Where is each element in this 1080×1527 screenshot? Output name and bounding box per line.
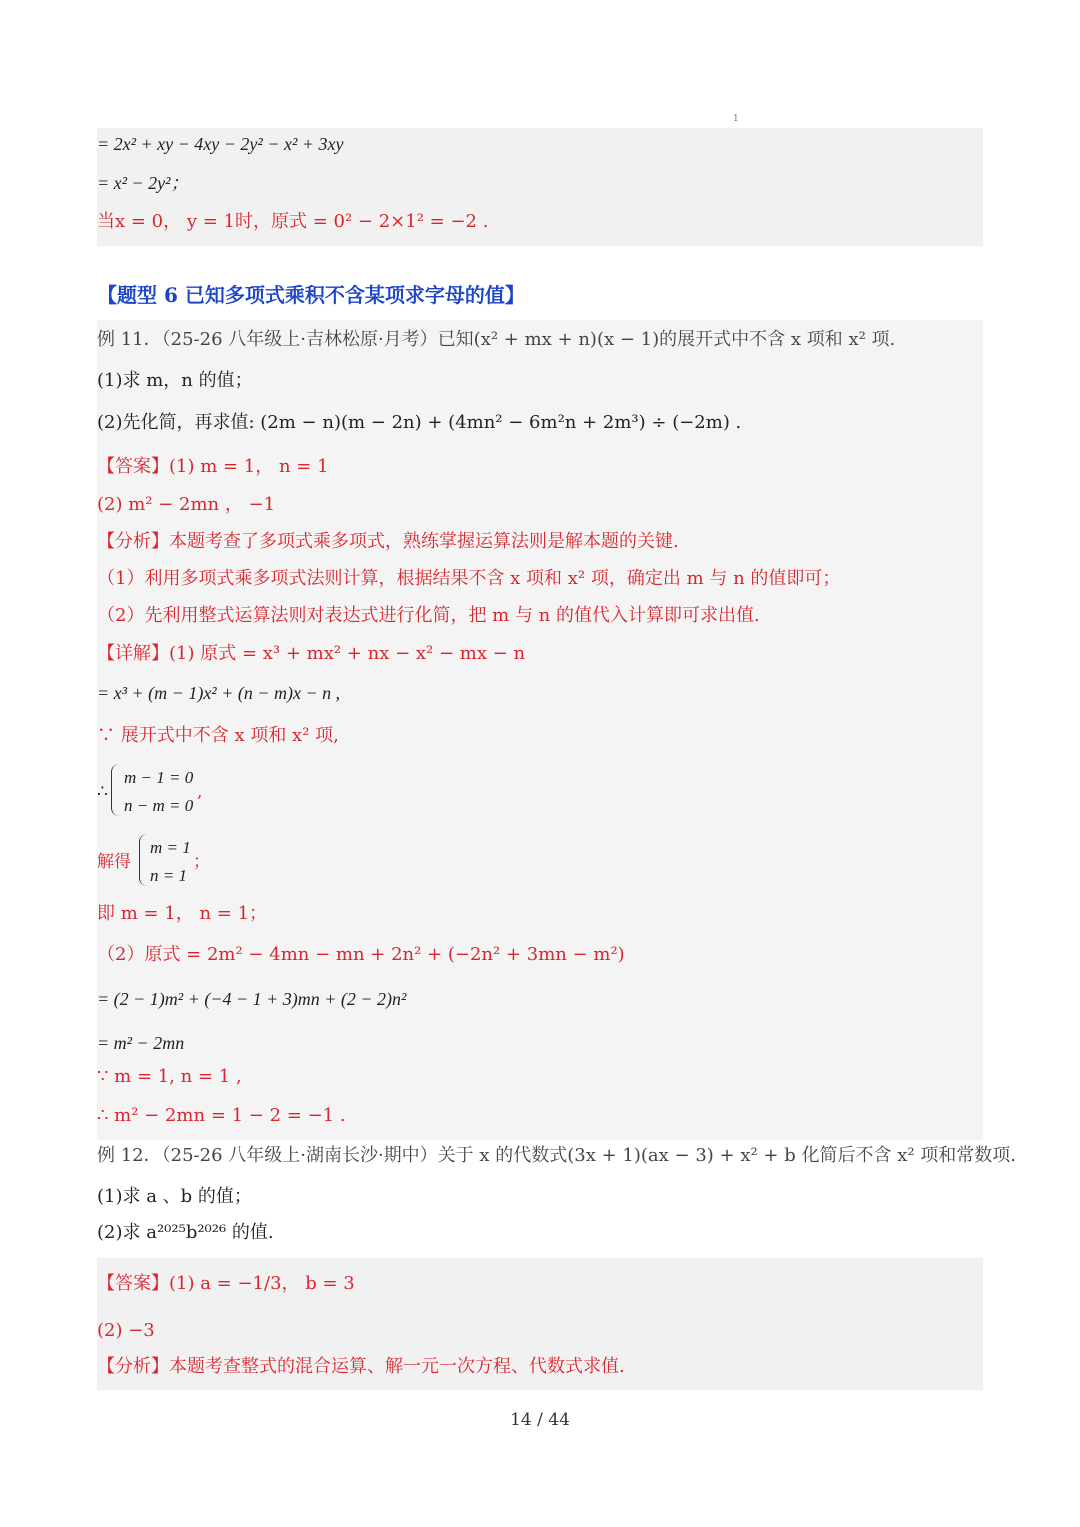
example-12-q1: (1)求 a 、b 的值；: [97, 1186, 252, 1207]
example-11-analysis: 【分析】本题考查了多项式乘多项式，熟练掌握运算法则是解本题的关键.: [97, 531, 679, 552]
example-11-question: 例 11．（25-26 八年级上·吉林松原·月考）已知(x² + mx + n)(x − 1)的展开式中不含 x 项和 x² 项.: [97, 329, 896, 350]
top-line-2: = x² − 2y²；: [97, 173, 189, 193]
page-tick-mark: 1: [733, 114, 739, 124]
example-11-q2: (2)先化简，再求值: (2m − n)(m − 2n) + (4mn² − 6m²n + 2m³) ÷ (−2m) .: [97, 412, 742, 433]
example-12-answer-1: 【答案】(1) a = −1/3， b = 3: [97, 1273, 355, 1294]
example-11-answer-1: 【答案】(1) m = 1， n = 1: [97, 456, 329, 477]
example-11-detail-2: = x³ + (m − 1)x² + (n − m)x − n ,: [97, 683, 341, 703]
page-number: 14 / 44: [510, 1410, 570, 1430]
example-11-detail-9: ∴ m² − 2mn = 1 − 2 = −1 .: [97, 1105, 346, 1126]
left-brace-icon: [111, 764, 120, 816]
system-1-row-1: m − 1 = 0: [124, 768, 194, 787]
example-11-detail-8: ∵ m = 1, n = 1 ,: [97, 1066, 242, 1087]
example-11-detail-3: ∵ 展开式中不含 x 项和 x² 项,: [97, 725, 339, 746]
top-line-1: = 2x² + xy − 4xy − 2y² − x² + 3xy: [97, 134, 344, 154]
therefore-symbol: ∴: [97, 782, 108, 802]
section-title: 【题型 6 已知多项式乘积不含某项求字母的值】: [97, 283, 525, 307]
solve-prefix: 解得: [97, 852, 131, 872]
system-2-suffix: ；: [193, 852, 210, 872]
example-11-detail-5: （2）原式 = 2m² − 4mn − mn + 2n² + (−2n² + 3mn − m²): [97, 944, 625, 965]
example-11-analysis-2: （2）先利用整式运算法则对表达式进行化简，把 m 与 n 的值代入计算即可求出值.: [97, 605, 760, 626]
example-11-detail-4: 即 m = 1， n = 1；: [97, 903, 268, 924]
example-11-q1: (1)求 m，n 的值；: [97, 370, 253, 391]
example-11-answer-2: (2) m² − 2mn ， −1: [97, 494, 276, 515]
example-12-analysis: 【分析】本题考查整式的混合运算、解一元一次方程、代数式求值.: [97, 1356, 625, 1377]
example-11-detail-6: = (2 − 1)m² + (−4 − 1 + 3)mn + (2 − 2)n²: [97, 989, 407, 1009]
equation-system-1: [97, 764, 237, 820]
system-2-row-2: n = 1: [150, 866, 187, 885]
example-12-question: 例 12．（25-26 八年级上·湖南长沙·期中）关于 x 的代数式(3x + 1)(ax − 3) + x² + b 化简后不含 x² 项和常数项.: [97, 1145, 1016, 1166]
example-11-detail-1: 【详解】(1) 原式 = x³ + mx² + nx − x² − mx − n: [97, 643, 526, 664]
top-line-3: 当x = 0， y = 1时，原式 = 0² − 2×1² = −2 .: [97, 211, 489, 232]
system-2-row-1: m = 1: [150, 838, 191, 857]
example-11-analysis-1: （1）利用多项式乘多项式法则计算，根据结果不含 x 项和 x² 项，确定出 m 与 n 的值即可；: [97, 568, 841, 589]
left-brace-icon: [139, 834, 148, 886]
system-1-suffix: ,: [197, 782, 203, 802]
example-11-detail-7: = m² − 2mn: [97, 1033, 185, 1053]
example-12-answer-2: (2) −3: [97, 1320, 155, 1341]
system-1-row-2: n − m = 0: [124, 796, 194, 815]
example-12-q2: (2)求 a²⁰²⁵b²⁰²⁶ 的值.: [97, 1222, 274, 1243]
equation-system-2: [97, 834, 257, 890]
